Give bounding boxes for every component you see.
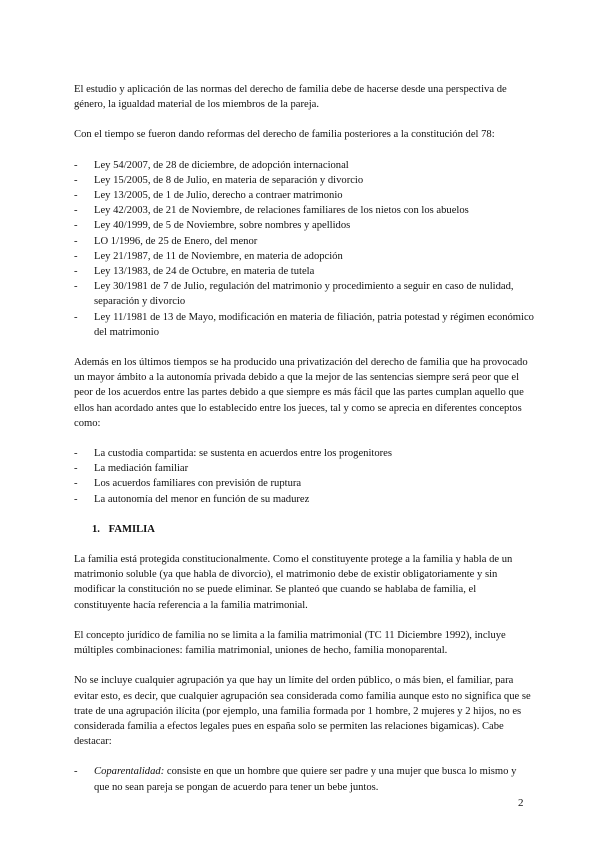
list-item: - Los acuerdos familiares con previsión de ruptura (74, 476, 534, 491)
section-number: 1. (92, 523, 100, 535)
coparent-text: consiste en que un hombre que quiere ser padre y una mujer que busca lo mismo y que no sean pareja se pongan de acuerdo para tener un bebe juntos. (94, 766, 517, 793)
familia-paragraph-1: La familia está protegida constitucionalmente. Como el constituyente protege a la familia y habla de un matrimonio soluble (ya que habla de divorcio), el matrimonio debe de existir obligatoriamente y sin modificar la constitución no se puede eliminar. Se planteó que cuando se hablaba de familia, el constituyente hacía referencia a la familia matrimonial. (74, 554, 513, 611)
familia-paragraph-3: No se incluye cualquier agrupación ya que hay un límite del orden público, o más bien, el familiar, para evitar esto, es decir, que cualquier agrupación sea considerada como familia aunque esto no significa que se trate de una agrupación ilícita (por ejemplo, una familia formada por 1 hombre, 2 mujeres y 2 hijos, no es considerada familia a efectos legales pues en españa solo se permiten las relaciones bigamicas). Cabe destacar: (74, 675, 531, 748)
highlights-list (74, 764, 534, 794)
list-item: - Ley 42/2003, de 21 de Noviembre, de relaciones familiares de los nietos con los abuelos (74, 203, 534, 218)
list-item: - Ley 21/1987, de 11 de Noviembre, en materia de adopción (74, 249, 534, 264)
list-item: - La mediación familiar (74, 461, 534, 476)
list-item: - Ley 15/2005, de 8 de Julio, en materia de separación y divorcio (74, 173, 534, 188)
list-item: - Ley 40/1999, de 5 de Noviembre, sobre nombres y apellidos (74, 218, 534, 233)
list-item: - La custodia compartida: se sustenta en acuerdos entre los progenitores (74, 446, 534, 461)
page-body (74, 82, 534, 795)
list-item: - Ley 30/1981 de 7 de Julio, regulación del matrimonio y procedimiento a seguir en caso de nulidad, separación y divorcio (74, 279, 534, 309)
familia-paragraph-2: El concepto jurídico de familia no se limita a la familia matrimonial (TC 11 Diciembre 1992), incluye múltiples combinaciones: familia matrimonial, uniones de hecho, familia monoparental. (74, 629, 506, 657)
section-title: FAMILIA (108, 523, 155, 535)
list-item: - Ley 11/1981 de 13 de Mayo, modificación en materia de filiación, patria potestad y régimen económico del matrimonio (74, 310, 534, 340)
concepts-list (74, 446, 534, 507)
list-item: - LO 1/1996, de 25 de Enero, del menor (74, 234, 534, 249)
list-item: - Ley 54/2007, de 28 de diciembre, de adopción internacional (74, 158, 534, 173)
list-item (74, 764, 534, 794)
list-item: - Ley 13/2005, de 1 de Julio, derecho a contraer matrimonio (74, 188, 534, 203)
coparent-term: Coparentalidad: (94, 766, 165, 778)
privatization-paragraph: Además en los últimos tiempos se ha producido una privatización del derecho de familia que ha provocado un mayor ámbito a la autonomía privada debido a que la mejor de las sentencias siempre será peor que el peor de los acuerdos entre las partes debido a que siempre es más fácil que las partes cumplan aquello que ellos han acordado antes que lo establecido entre los jueces, tal y como se aprecia en diferentes conceptos como: (74, 357, 528, 429)
page-number: 2 (518, 797, 524, 809)
reforms-intro: Con el tiempo se fueron dando reformas del derecho de familia posteriores a la constitución del 78: (74, 129, 495, 141)
laws-list (74, 158, 534, 340)
list-item: - Ley 13/1983, de 24 de Octubre, en materia de tutela (74, 264, 534, 279)
intro-paragraph: El estudio y aplicación de las normas del derecho de familia debe de hacerse desde una perspectiva de género, la igualdad material de los miembros de la pareja. (74, 84, 507, 111)
list-item: - La autonomía del menor en función de su madurez (74, 492, 534, 507)
section-heading (74, 522, 534, 537)
